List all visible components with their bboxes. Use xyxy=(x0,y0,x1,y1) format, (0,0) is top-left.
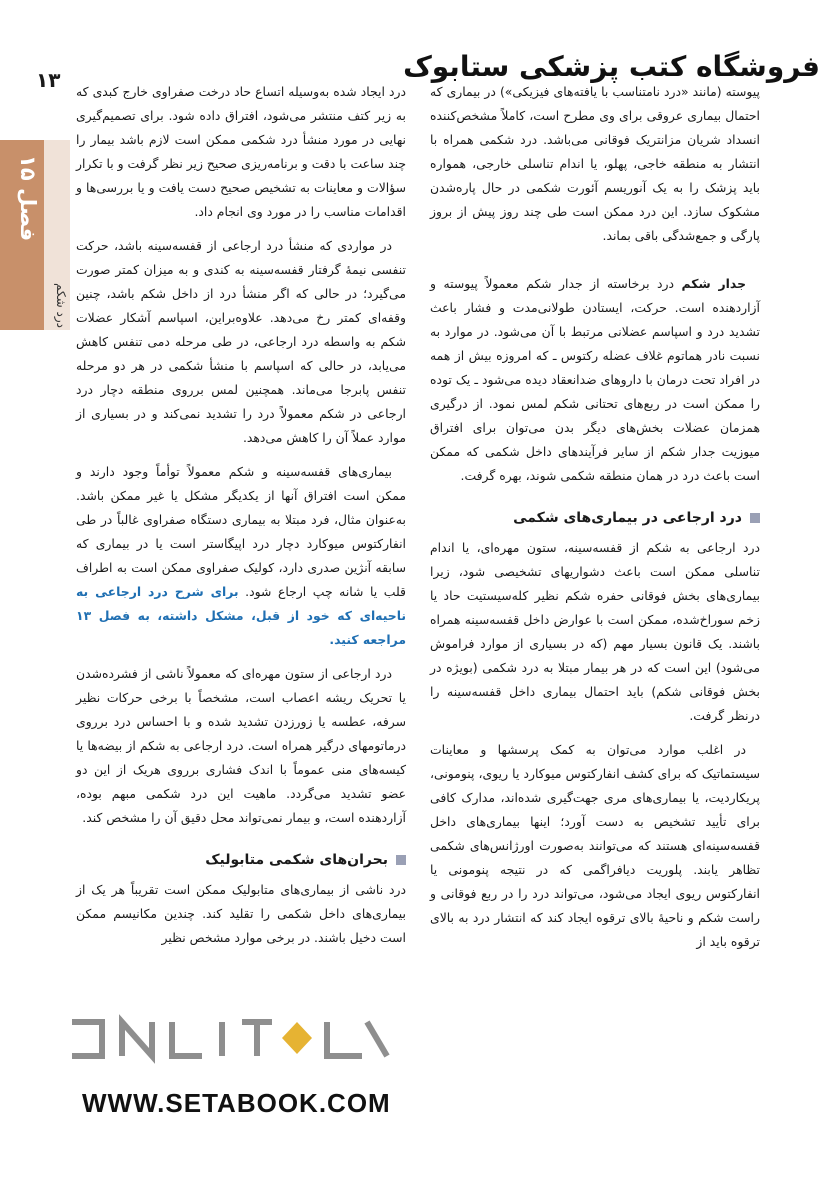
paragraph: درد ایجاد شده به‌وسیله اتساع حاد درخت صفراوی خارج کبدی که به زیر کتف منتشر می‌شود، افتراق داده شود. برای تصمیم‌گیری نهایی در مورد منشأ درد شکمی ممکن است لازم باشد بیمار را چند ساعت با دقت و برنامه‌ریزی صحیح زیر نظر گرفت و با تکرار سؤالات و معاینات به تشخیص صحیح دست یافت و یا بررسی‌ها و اقدامات مناسب را در مورد وی انجام داد. xyxy=(75,84,406,219)
paragraph: در مواردی که منشأ درد ارجاعی از قفسه‌سینه باشد، حرکت تنفسی نیمهٔ گرفتار قفسه‌سینه به کندی و به میزان کمتر صورت می‌گیرد؛ در حالی که اگر منشأ درد از داخل شکم باشد، چنین وقفه‌ای کمتر رخ می‌دهد. علاوه‌براین، اسپاسم آشکار عضلات شکم به واسطه درد ارجاعی، در طی مرحله دمی تنفس کاهش می‌یابد، در حالی که اسپاسم با منشأ شکمی در هر دو مرحله تنفس پابرجا می‌ماند. همچنین لمس برروی منطقه دچار درد ارجاعی در شکم معمولاً درد را تشدید نمی‌کند و در بسیاری از موارد عملاً آن را کاهش می‌دهد. xyxy=(76,238,406,445)
page-number: ۱۳ xyxy=(36,68,61,92)
paragraph: در اغلب موارد می‌توان به کمک پرسشها و معاینات سیستماتیک که برای کشف انفارکتوس میوکارد یا ریوی، پنومونی، پریکاردیت، یا بیماری‌های مری جهت‌گیری شده‌اند، مدارک کافی برای تأیید تشخیص به دست آورد؛ اینها بیماری‌های داخل قفسه‌سینه‌ای هستند که می‌توانند به‌صورت اورژانس‌های شکمی تظاهر یابند. پلوریت دیافراگمی که در نتیجه پنومونی یا انفارکتوس ریوی ایجاد می‌شود، می‌تواند درد را در ربع فوقانی و راست شکم و ناحیهٔ بالای ترقوه ایجاد کند که انتشار درد به بالای ترقوه باید از xyxy=(430,742,760,949)
section-heading-text: بحران‌های شکمی متابولیک xyxy=(205,852,388,868)
topic-label: درد شکم xyxy=(54,283,68,328)
right-column xyxy=(430,80,760,964)
section-heading xyxy=(76,848,406,872)
paragraph-text: بیماری‌های قفسه‌سینه و شکم معمولاً توأماً وجود دارند و ممکن است افتراق آنها از یکدیگر مشکل یا غیر ممکن باشد. به‌عنوان مثال، فرد مبتلا به بیماری دستگاه صفراوی غالباً در طی انفارکتوس میوکارد دچار درد اپیگاستر است یا در بیماری که سابقه آنژین صدری دارد، کولیک صفراوی ممکن است به اطراف قلب یا شانه چپ ارجاع شود. xyxy=(76,464,406,599)
left-column xyxy=(76,80,406,960)
watermark-url: WWW.SETABOOK.COM xyxy=(82,1088,391,1118)
term-heading: جدار شکم xyxy=(681,276,746,291)
square-bullet-icon xyxy=(396,855,406,865)
chapter-label: فصل ۱۵ xyxy=(16,154,40,242)
paragraph: درد ارجاعی از ستون مهره‌ای که معمولاً ناشی از فشرده‌شدن یا تحریک ریشه اعصاب است، مشخصاً با برخی حرکات نظیر سرفه، عطسه یا زورزدن تشدید شده و با احساس درد برروی درماتومهای درگیر همراه است. درد ارجاعی به شکم از بیضه‌ها یا کیسه‌های منی عموماً با اندک فشاری برروی هریک از این دو عضو تشدید می‌گردد. ماهیت این درد شکمی مبهم بوده، آزاردهنده است، و بیمار نمی‌تواند محل دقیق آن را مشخص کند. xyxy=(76,666,406,825)
paragraph: درد ارجاعی به شکم از قفسه‌سینه، ستون مهره‌ای، یا اندام تناسلی ممکن است باعث دشواریهای تشخیصی شود، زیرا بیماری‌های بخش فوقانی حفره شکم نظیر کله‌سیستیت حاد یا زخم سوراخ‌شده، ممکن است با عوارض داخل قفسه‌سینه همراه باشند. یک قانون بسیار مهم (که در بسیاری از موارد فراموش می‌شود) این است که در هر بیمار مبتلا به درد شکمی (بویژه در بخش فوقانی شکم) باید احتمال بیماری داخل قفسه‌سینه را درنظر گرفت. xyxy=(430,540,760,723)
paragraph-text: درد برخاسته از جدار شکم معمولاً پیوسته و آزاردهنده است. حرکت، ایستادن طولانی‌مدت و فشار باعث تشدید درد و اسپاسم عضلانی مرتبط با آن می‌شود. در موارد به نسبت نادر هماتوم غلاف عضله رکتوس ـ که امروزه بیش از همه در افراد تحت درمان با داروهای ضدانعقاد دیده می‌شود ـ یک توده را ممکن است در ربع‌های تحتانی شکم لمس نمود. از درگیری همزمان عضلات بخش‌های دیگر بدن می‌توان برای افتراق میوزیت جدار شکم از سایر فرآیندهای داخل شکمی که ممکن است باعث درد در همان منطقه شکمی شوند، بهره گرفت. xyxy=(430,276,760,483)
cross-reference-link[interactable]: برای شرح درد ارجاعی به ناحیه‌ای که خود از قبل، مشکل داشته، به فصل ۱۳ مراجعه کنید. xyxy=(76,584,406,647)
paragraph xyxy=(430,272,760,488)
square-bullet-icon xyxy=(750,513,760,523)
paragraph: درد ناشی از بیماری‌های متابولیک ممکن است تقریباً هر یک از بیماری‌های داخل شکمی را تقلید کند. چندین مکانیسم ممکن است دخیل باشند. در برخی موارد مشخص نظیر xyxy=(76,882,406,945)
paragraph xyxy=(76,460,406,652)
section-heading xyxy=(430,506,760,530)
paragraph: پیوسته (مانند «درد نامتناسب با یافته‌های فیزیکی») در بیماری که احتمال بیماری عروقی برای وی مطرح است، کاملاً مشخص‌کننده انسداد شریان مزانتریک فوقانی می‌باشد. درد شکمی همراه با انتشار به منطقه خاجی، پهلو، یا اندام تناسلی خارجی، همواره باید پزشک را به یک آنوریسم آئورت شکمی در حال پاره‌شدن مشکوک سازد. این درد ممکن است طی چند روز پیش از بروز پارگی و جمع‌شدگی باقی بماند. xyxy=(430,84,760,243)
section-heading-text: درد ارجاعی در بیماری‌های شکمی xyxy=(513,510,742,526)
setabook-logo-watermark xyxy=(62,1010,392,1068)
store-title: فروشگاه کتب پزشکی ستابوک xyxy=(403,50,820,83)
